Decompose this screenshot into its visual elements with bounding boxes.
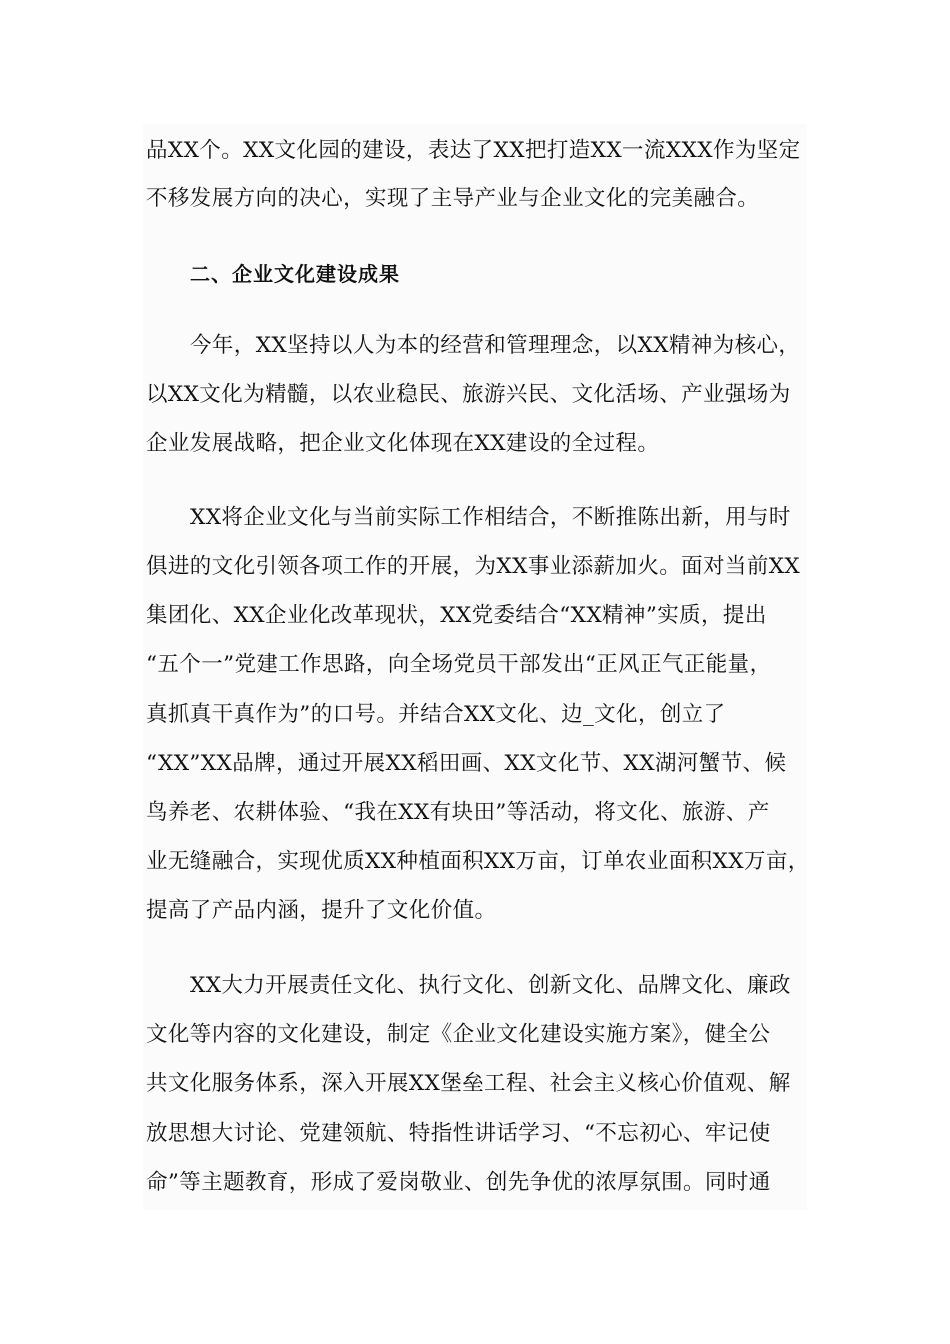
paragraph-line: 不移发展方向的决心，实现了主导产业与企业文化的完美融合。 [146, 186, 760, 211]
paragraph-line: 业无缝融合，实现优质XX种植面积XX万亩，订单农业面积XX万亩， [146, 849, 810, 874]
paragraph-line: XX大力开展责任文化、执行文化、创新文化、品牌文化、廉政 [190, 973, 791, 998]
paragraph-line: XX将企业文化与当前实际工作相结合，不断推陈出新，用与时 [190, 505, 791, 530]
paragraph-line: 鸟养老、农耕体验、“我在XX有块田”等活动，将文化、旅游、产 [146, 800, 770, 825]
paragraph-line: 提高了产品内涵，提升了文化价值。 [146, 898, 497, 923]
paragraph-line: 集团化、XX企业化改革现状，XX党委结合“XX精神”实质，提出 [146, 603, 767, 628]
paragraph-line: 文化等内容的文化建设，制定《企业文化建设实施方案》，健全公 [146, 1022, 771, 1047]
paragraph-line: “XX”XX品牌，通过开展XX稻田画、XX文化节、XX湖河蟹节、候 [146, 751, 787, 776]
paragraph-line: 俱进的文化引领各项工作的开展，为XX事业添薪加火。面对当前XX [146, 554, 801, 579]
paragraph-line: 真抓真干真作为”的口号。并结合XX文化、边_文化，创立了 [146, 702, 726, 727]
paragraph-line: “五个一”党建工作思路，向全场党员干部发出“正风正气正能量， [146, 652, 772, 677]
paragraph-line: 共文化服务体系，深入开展XX堡垒工程、社会主义核心价值观、解 [146, 1071, 791, 1096]
paragraph-line: 以XX文化为精髓，以农业稳民、旅游兴民、文化活场、产业强场为 [146, 382, 791, 407]
paragraph-line: 品XX个。XX文化园的建设，表达了XX把打造XX一流XXX作为坚定 [146, 138, 801, 163]
paragraph-line: 企业发展战略，把企业文化体现在XX建设的全过程。 [146, 431, 660, 456]
paragraph-line: 命”等主题教育，形成了爱岗敬业、创先争优的浓厚氛围。同时通 [146, 1170, 771, 1195]
paragraph-line: 放思想大讨论、党建领航、特指性讲话学习、“不忘初心、牢记使 [146, 1121, 771, 1146]
paragraph-line: 今年，XX坚持以人为本的经营和管理理念，以XX精神为核心， [190, 333, 801, 358]
section-heading: 二、企业文化建设成果 [190, 262, 400, 286]
